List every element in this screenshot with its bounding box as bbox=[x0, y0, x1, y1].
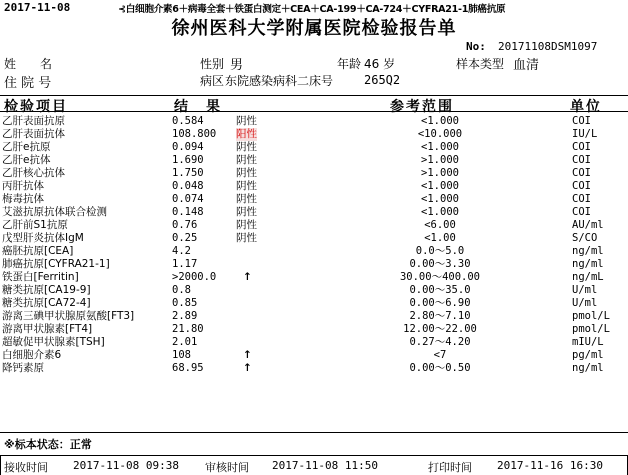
test-name: 游离三碘甲状腺原氨酸[FT3] bbox=[2, 310, 135, 322]
print-time-label: 打印时间 bbox=[428, 461, 472, 474]
result-flag: 阴性 bbox=[236, 219, 257, 231]
receive-time: 2017-11-08 09:38 bbox=[73, 459, 179, 472]
table-row bbox=[0, 141, 628, 154]
name-label: 姓 名 bbox=[4, 57, 53, 71]
result-unit: COI bbox=[572, 180, 591, 192]
test-name: 铁蛋白[Ferritin] bbox=[2, 271, 79, 283]
table-header-rule bbox=[0, 111, 628, 112]
report-title: 徐州医科大学附属医院检验报告单 bbox=[171, 18, 457, 39]
test-result: >2000.0 bbox=[172, 271, 217, 283]
result-unit: COI bbox=[572, 154, 591, 166]
report-number: 20171108DSM1097 bbox=[498, 40, 598, 53]
table-row bbox=[0, 271, 628, 284]
table-row bbox=[0, 232, 628, 245]
test-name: 丙肝抗体 bbox=[2, 180, 44, 192]
column-header-reference: 参考范围 bbox=[390, 99, 454, 115]
table-bottom-rule bbox=[0, 432, 628, 433]
ward-value: 东院感染病科二 bbox=[225, 74, 310, 88]
reference-range: 0.00～35.0 bbox=[409, 284, 471, 296]
test-name: 乙肝表面抗原 bbox=[2, 115, 65, 127]
table-row bbox=[0, 180, 628, 193]
reference-range: <7 bbox=[433, 349, 447, 361]
test-name: 癌胚抗原[CEA] bbox=[2, 245, 74, 257]
test-result: 0.074 bbox=[172, 193, 204, 205]
test-result: 4.2 bbox=[172, 245, 191, 257]
table-row bbox=[0, 349, 628, 362]
table-row bbox=[0, 323, 628, 336]
column-header-item: 检验项目 bbox=[4, 99, 68, 115]
result-flag: 阴性 bbox=[236, 115, 257, 127]
result-unit: U/ml bbox=[572, 284, 598, 296]
print-time: 2017-11-16 16:30 bbox=[497, 459, 603, 472]
result-unit: mIU/L bbox=[572, 336, 604, 348]
table-row bbox=[0, 310, 628, 323]
age-value: 46 岁 bbox=[364, 57, 396, 71]
result-unit: AU/ml bbox=[572, 219, 604, 231]
table-row bbox=[0, 362, 628, 375]
test-result: 2.01 bbox=[172, 336, 198, 348]
table-row bbox=[0, 245, 628, 258]
test-result: 0.25 bbox=[172, 232, 198, 244]
table-row bbox=[0, 297, 628, 310]
reference-range: <10.000 bbox=[417, 128, 463, 140]
table-row bbox=[0, 115, 628, 128]
header-date: 2017-11-08 bbox=[4, 1, 71, 14]
test-result: 0.76 bbox=[172, 219, 198, 231]
reference-range: 0.00～3.30 bbox=[409, 258, 471, 270]
table-top-rule bbox=[0, 95, 628, 96]
test-name: 乙肝e抗体 bbox=[2, 154, 51, 166]
bed-value: 265Q2 bbox=[364, 73, 401, 87]
result-unit: IU/L bbox=[572, 128, 598, 140]
ward-label: 病区 bbox=[200, 74, 225, 88]
reference-range: 2.80～7.10 bbox=[409, 310, 471, 322]
table-row bbox=[0, 336, 628, 349]
result-unit: COI bbox=[572, 141, 591, 153]
reference-range: >1.000 bbox=[421, 154, 459, 166]
high-arrow-icon: ↑ bbox=[243, 349, 252, 361]
test-result: 108.800 bbox=[172, 128, 217, 140]
result-flag-positive: 阳性 bbox=[236, 128, 257, 140]
receive-time-label: 接收时间 bbox=[4, 461, 48, 474]
footer-left-border bbox=[0, 455, 1, 475]
test-result: 1.690 bbox=[172, 154, 204, 166]
inpatient-number-label: 住 院 号 bbox=[4, 76, 52, 91]
test-name: 糖类抗原[CA72-4] bbox=[2, 297, 91, 309]
result-unit: ng/ml bbox=[572, 258, 604, 270]
result-unit: COI bbox=[572, 206, 591, 218]
column-header-unit: 单位 bbox=[570, 99, 602, 115]
reference-range: 30.00～400.00 bbox=[399, 271, 481, 283]
test-result: 0.094 bbox=[172, 141, 204, 153]
reference-range: 12.00～22.00 bbox=[403, 323, 477, 335]
report-number-label: No: bbox=[466, 40, 486, 53]
test-name: 糖类抗原[CA19-9] bbox=[2, 284, 91, 296]
test-name: 肺癌抗原[CYFRA21-1] bbox=[2, 258, 110, 270]
bed-label: 床号 bbox=[309, 74, 334, 88]
footer-rule bbox=[0, 455, 628, 456]
reference-range: >1.000 bbox=[421, 167, 459, 179]
result-unit: COI bbox=[572, 193, 591, 205]
result-unit: pmol/L bbox=[572, 323, 610, 335]
reference-range: 0.0～5.0 bbox=[415, 245, 465, 257]
test-result: 1.17 bbox=[172, 258, 198, 270]
test-name: 乙肝e抗原 bbox=[2, 141, 51, 153]
result-flag: 阴性 bbox=[236, 141, 257, 153]
result-flag: 阴性 bbox=[236, 193, 257, 205]
result-unit: pg/ml bbox=[572, 349, 604, 361]
test-name: 乙肝核心抗体 bbox=[2, 167, 65, 179]
table-row bbox=[0, 219, 628, 232]
result-unit: pmol/L bbox=[572, 310, 610, 322]
reference-range: 0.27～4.20 bbox=[409, 336, 471, 348]
result-flag: 阴性 bbox=[236, 232, 257, 244]
sex-value: 男 bbox=[230, 58, 244, 73]
reference-range: <1.00 bbox=[424, 232, 456, 244]
test-name: 游离甲状腺素[FT4] bbox=[2, 323, 93, 335]
column-header-result: 结 果 bbox=[174, 99, 222, 115]
result-unit: ng/ml bbox=[572, 245, 604, 257]
sex-label: 性别 bbox=[200, 57, 225, 71]
test-name: 乙肝前S1抗原 bbox=[2, 219, 68, 231]
table-row bbox=[0, 154, 628, 167]
test-name: 降钙素原 bbox=[2, 362, 44, 374]
high-arrow-icon: ↑ bbox=[243, 271, 252, 283]
test-result: 0.8 bbox=[172, 284, 191, 296]
test-result: 0.148 bbox=[172, 206, 204, 218]
result-unit: U/ml bbox=[572, 297, 598, 309]
test-name: 梅毒抗体 bbox=[2, 193, 44, 205]
sample-type-label: 样本类型 bbox=[456, 57, 505, 71]
result-unit: ng/ml bbox=[572, 362, 604, 374]
reference-range: <1.000 bbox=[421, 193, 459, 205]
reference-range: 0.00～6.90 bbox=[409, 297, 471, 309]
review-time-label: 审核时间 bbox=[205, 461, 249, 474]
test-result: 1.750 bbox=[172, 167, 204, 179]
result-flag: 阴性 bbox=[236, 154, 257, 166]
test-result: 0.048 bbox=[172, 180, 204, 192]
table-row bbox=[0, 128, 628, 141]
test-name: 艾滋抗原抗体联合检测 bbox=[2, 206, 107, 218]
table-row bbox=[0, 258, 628, 271]
test-result: 0.85 bbox=[172, 297, 198, 309]
result-unit: ng/mL bbox=[572, 271, 604, 283]
test-name: 白细胞介素6 bbox=[2, 349, 62, 361]
reference-range: <1.000 bbox=[421, 141, 459, 153]
specimen-status-note: ※标本状态：正常 bbox=[4, 438, 92, 451]
review-time: 2017-11-08 11:50 bbox=[272, 459, 378, 472]
result-flag: 阴性 bbox=[236, 167, 257, 179]
table-row bbox=[0, 193, 628, 206]
result-unit: S/CO bbox=[572, 232, 598, 244]
age-label: 年龄 bbox=[337, 57, 362, 71]
result-unit: COI bbox=[572, 115, 591, 127]
test-result: 68.95 bbox=[172, 362, 204, 374]
test-result: 21.80 bbox=[172, 323, 204, 335]
result-flag: 阴性 bbox=[236, 206, 257, 218]
test-name: 超敏促甲状腺素[TSH] bbox=[2, 336, 105, 348]
test-items-list: ⊰白细胞介素6＋病毒全套＋铁蛋白测定＋CEA＋CA-199＋CA-724＋CYFRA21-1肺癌抗原 bbox=[118, 4, 506, 15]
test-name: 乙肝表面抗体 bbox=[2, 128, 65, 140]
table-row bbox=[0, 284, 628, 297]
test-result: 0.584 bbox=[172, 115, 204, 127]
sample-type-value: 血清 bbox=[513, 58, 540, 73]
reference-range: <1.000 bbox=[421, 115, 459, 127]
high-arrow-icon: ↑ bbox=[243, 362, 252, 374]
test-name: 戊型肝炎抗体IgM bbox=[2, 232, 84, 244]
reference-range: <6.00 bbox=[424, 219, 456, 231]
reference-range: 0.00～0.50 bbox=[409, 362, 471, 374]
result-flag: 阴性 bbox=[236, 180, 257, 192]
table-row bbox=[0, 206, 628, 219]
table-row bbox=[0, 167, 628, 180]
test-result: 2.89 bbox=[172, 310, 198, 322]
reference-range: <1.000 bbox=[421, 206, 459, 218]
reference-range: <1.000 bbox=[421, 180, 459, 192]
result-unit: COI bbox=[572, 167, 591, 179]
test-result: 108 bbox=[172, 349, 191, 361]
